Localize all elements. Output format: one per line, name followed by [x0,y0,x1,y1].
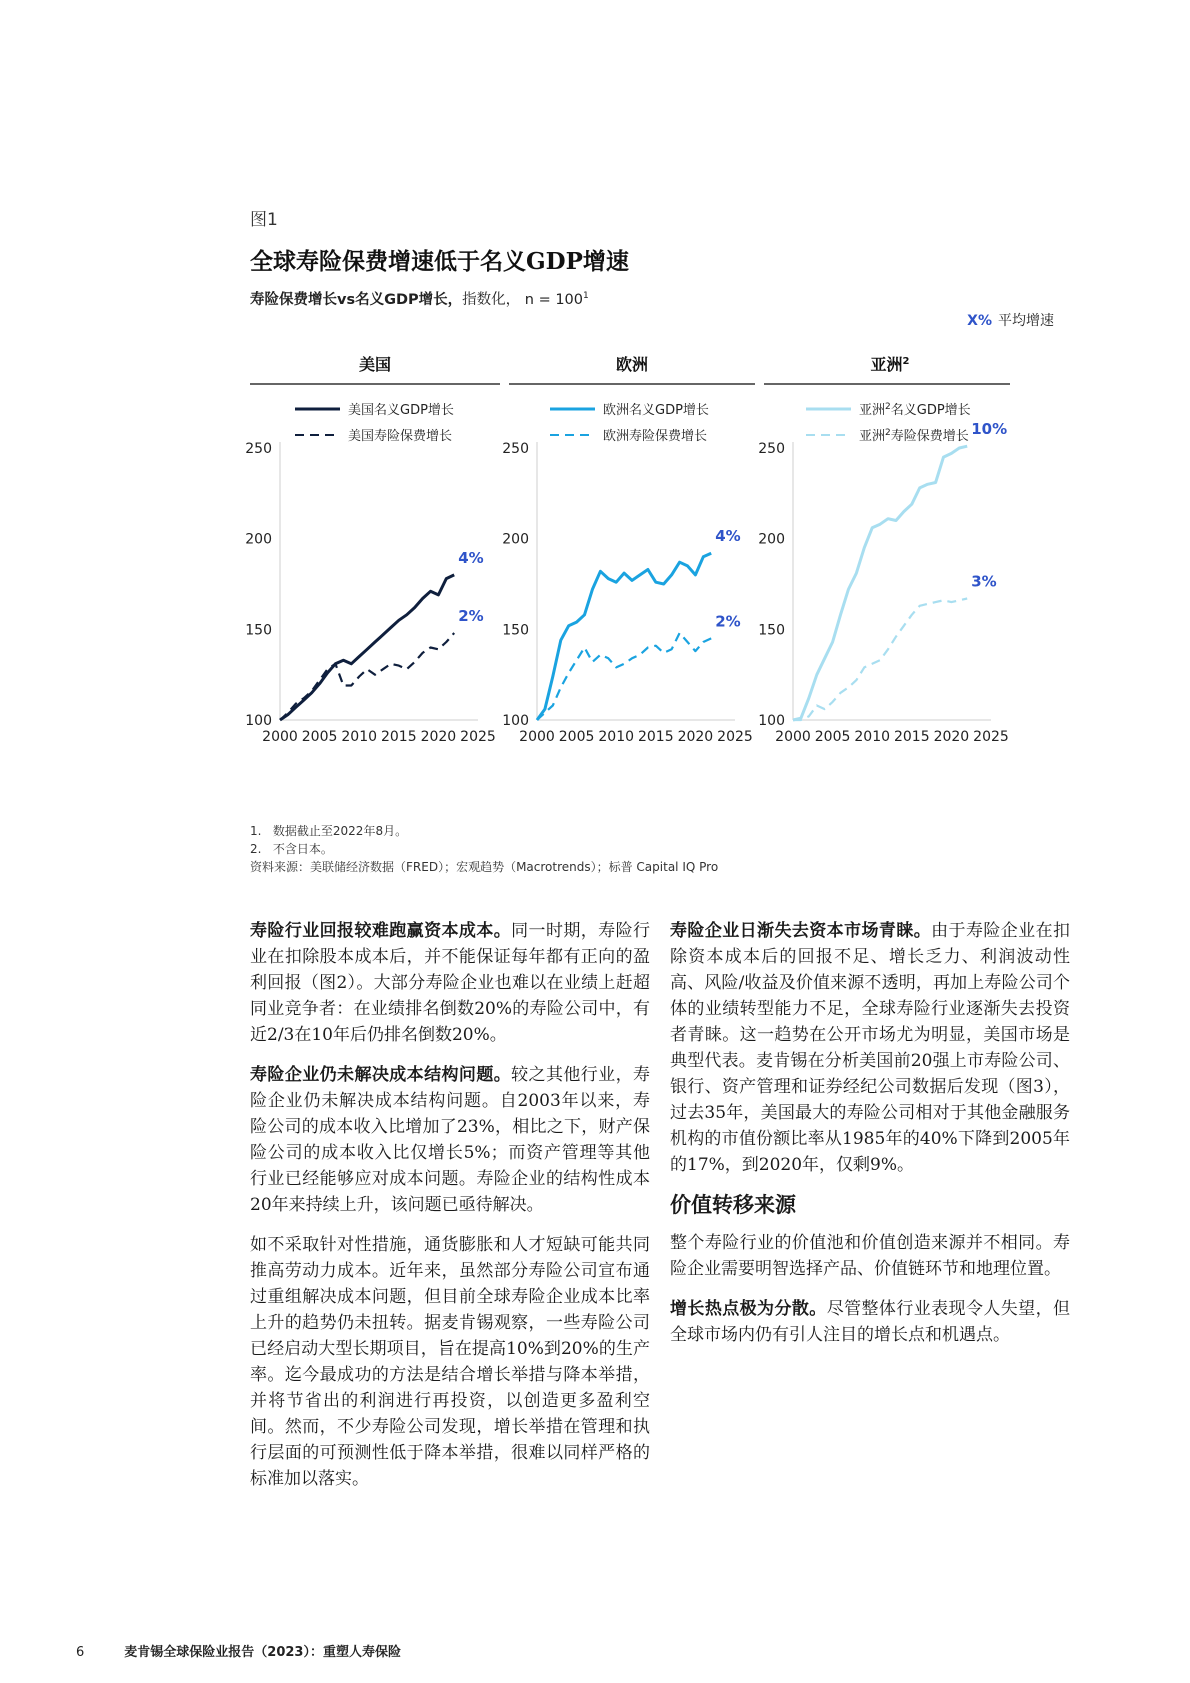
right-column [670,918,1070,1362]
chart-panels [245,352,1060,812]
figure-title: 全球寿险保费增速低于名义GDP增速 [250,248,629,275]
series-line-gdp [793,446,967,720]
paragraph-returns: 寿险行业回报较难跑赢资本成本。同一时期，寿险行业在扣除股本成本后，并不能保证每年都有正向的盈利回报（图2）。大部分寿险企业也难以在业绩上赶超同业竞争者：在业绩排名倒数20%的寿险公司中，有近2/3在10年后仍排名倒数20%。 [250,921,651,1045]
x-tick-label: 2020 [677,729,714,745]
x-tick-label: 2005 [558,729,595,745]
average-growth-text: 平均增速 [998,313,1054,329]
y-tick-label: 250 [502,441,529,457]
chart-asia [758,420,1009,745]
x-tick-label: 2010 [598,729,635,745]
average-growth-label: 2% [715,612,741,631]
legend-asia-gdp: 亚洲$^2$名义GDP增长 [859,402,971,418]
x-tick-label: 2015 [893,729,930,745]
panel-title-asia: 亚洲$^2$ [870,355,910,374]
footnote-1: 1. 数据截止至2022年8月。 [250,824,408,838]
average-growth-label: 2% [458,606,484,625]
x-tick-label: 2000 [262,729,298,745]
legend-europe-gdp: 欧洲名义GDP增长 [603,403,709,418]
subtitle-rest: 指数化， n = 100 [462,292,583,308]
series-line-gdp [280,575,454,720]
paragraph-growth-hotspots: 增长热点极为分散。尽管整体行业表现令人失望，但全球市场内仍有引人注目的增长点和机遇点。 [670,1299,1071,1345]
paragraph-capital-market: 寿险企业日渐失去资本市场青睐。由于寿险企业在扣除资本成本后的回报不足、增长乏力、利润波动性高、风险/收益及价值来源不透明，再加上寿险公司个体的业绩转型能力不足，全球寿险行业逐渐失去投资者青睐。这一趋势在公开市场尤为明显，美国市场是典型代表。麦肯锡在分析美国前20强上市寿险公司、银行、资产管理和证券经纪公司数据后发现（图3），过去35年，美国最大的寿险公司相对于其他金融服务机构的市值份额比率从1985年的40%下降到2005年的17%，到2020年，仅剩9%。 [670,921,1071,1175]
subtitle-footnote-ref: 1 [583,291,589,302]
y-tick-label: 250 [245,441,272,457]
legend-us-premium: 美国寿险保费增长 [348,429,453,444]
y-tick-label: 150 [502,622,529,639]
paragraph-value-pools: 整个寿险行业的价值池和价值创造来源并不相同。寿险企业需要明智选择产品、价值链环节和地理位置。 [670,1233,1070,1279]
legend-asia-premium: 亚洲$^2$寿险保费增长 [859,428,969,444]
x-tick-label: 2020 [933,729,970,745]
plot-areas [245,420,1009,745]
chart-us [245,441,496,745]
average-growth-legend [967,310,1054,330]
panel-header-asia [764,355,1010,384]
page-footer [76,1641,401,1660]
page-number: 6 [76,1645,85,1660]
chart-europe [502,441,753,745]
series-line-premium [793,599,967,721]
panel-title-europe: 欧洲 [615,355,649,374]
legend-europe-premium: 欧洲寿险保费增长 [603,429,708,444]
left-column [250,918,650,1506]
section-title: 价值转移来源 [670,1192,796,1217]
x-tick-label: 2010 [341,729,378,745]
x-tick-label: 2020 [420,729,457,745]
paragraph-cost-structure: 寿险企业仍未解决成本结构问题。较之其他行业，寿险企业仍未解决成本结构问题。自2003年以来，寿险公司的成本收入比增加了23%，相比之下，财产保险公司的成本收入比仅增长5%；而资产管理等其他行业已经能够应对成本问题。寿险企业的结构性成本20年来持续上升，该问题已亟待解决。 [250,1065,651,1215]
average-growth-label: 4% [458,548,484,567]
figure-label: 图1 [250,210,278,230]
x-tick-label: 2025 [717,729,753,745]
legend-asia [806,402,971,444]
average-growth-mark: X% [967,313,992,329]
x-tick-label: 2000 [775,729,811,745]
y-tick-label: 150 [245,622,272,639]
legend-us [295,403,454,444]
y-tick-label: 250 [758,441,785,457]
panel-header-europe [509,355,755,384]
y-tick-label: 200 [245,531,272,548]
report-title: 麦肯锡全球保险业报告（2023）：重塑人寿保险 [124,1645,401,1660]
series-line-premium [280,633,454,720]
x-tick-label: 2005 [814,729,851,745]
y-tick-label: 100 [245,713,272,729]
figure-subtitle [250,288,589,309]
average-growth-label: 10% [971,420,1008,439]
paragraph-labor-cost: 如不采取针对性措施，通货膨胀和人才短缺可能共同推高劳动力成本。近年来，虽然部分寿险公司宣布通过重组解决成本问题，但目前全球寿险企业成本比率上升的趋势仍未扭转。据麦肯锡观察，一些寿险公司已经启动大型长期项目，旨在提高10%到20%的生产率。迄今最成功的方法是结合增长举措与降本举措，并将节省出的利润进行再投资，以创造更多盈利空间。然而，不少寿险公司发现，增长举措在管理和执行层面的可预测性低于降本举措，很难以同样严格的标准加以落实。 [250,1235,650,1489]
footnote-2: 2. 不含日本。 [250,842,333,856]
average-growth-label: 4% [715,527,741,546]
y-tick-label: 200 [502,531,529,548]
y-tick-label: 100 [758,713,785,729]
y-tick-label: 150 [758,622,785,639]
legend-us-gdp: 美国名义GDP增长 [348,403,454,418]
panel-title-us: 美国 [358,355,392,374]
x-tick-label: 2010 [854,729,891,745]
source-note: 资料来源：美联储经济数据（FRED）；宏观趋势（Macrotrends）；标普 Capital IQ Pro [250,860,719,874]
legend-europe [550,403,709,444]
average-growth-label: 3% [971,572,997,591]
subtitle-bold: 寿险保费增长vs名义GDP增长， [250,292,463,308]
panel-header-us [250,355,500,384]
series-line-gdp [537,553,711,720]
y-tick-label: 100 [502,713,529,729]
series-line-premium [537,633,711,720]
x-tick-label: 2025 [460,729,496,745]
y-tick-label: 200 [758,531,785,548]
x-tick-label: 2005 [301,729,338,745]
x-tick-label: 2025 [973,729,1009,745]
footnotes [250,822,718,876]
x-tick-label: 2000 [519,729,555,745]
x-tick-label: 2015 [637,729,674,745]
x-tick-label: 2015 [380,729,417,745]
